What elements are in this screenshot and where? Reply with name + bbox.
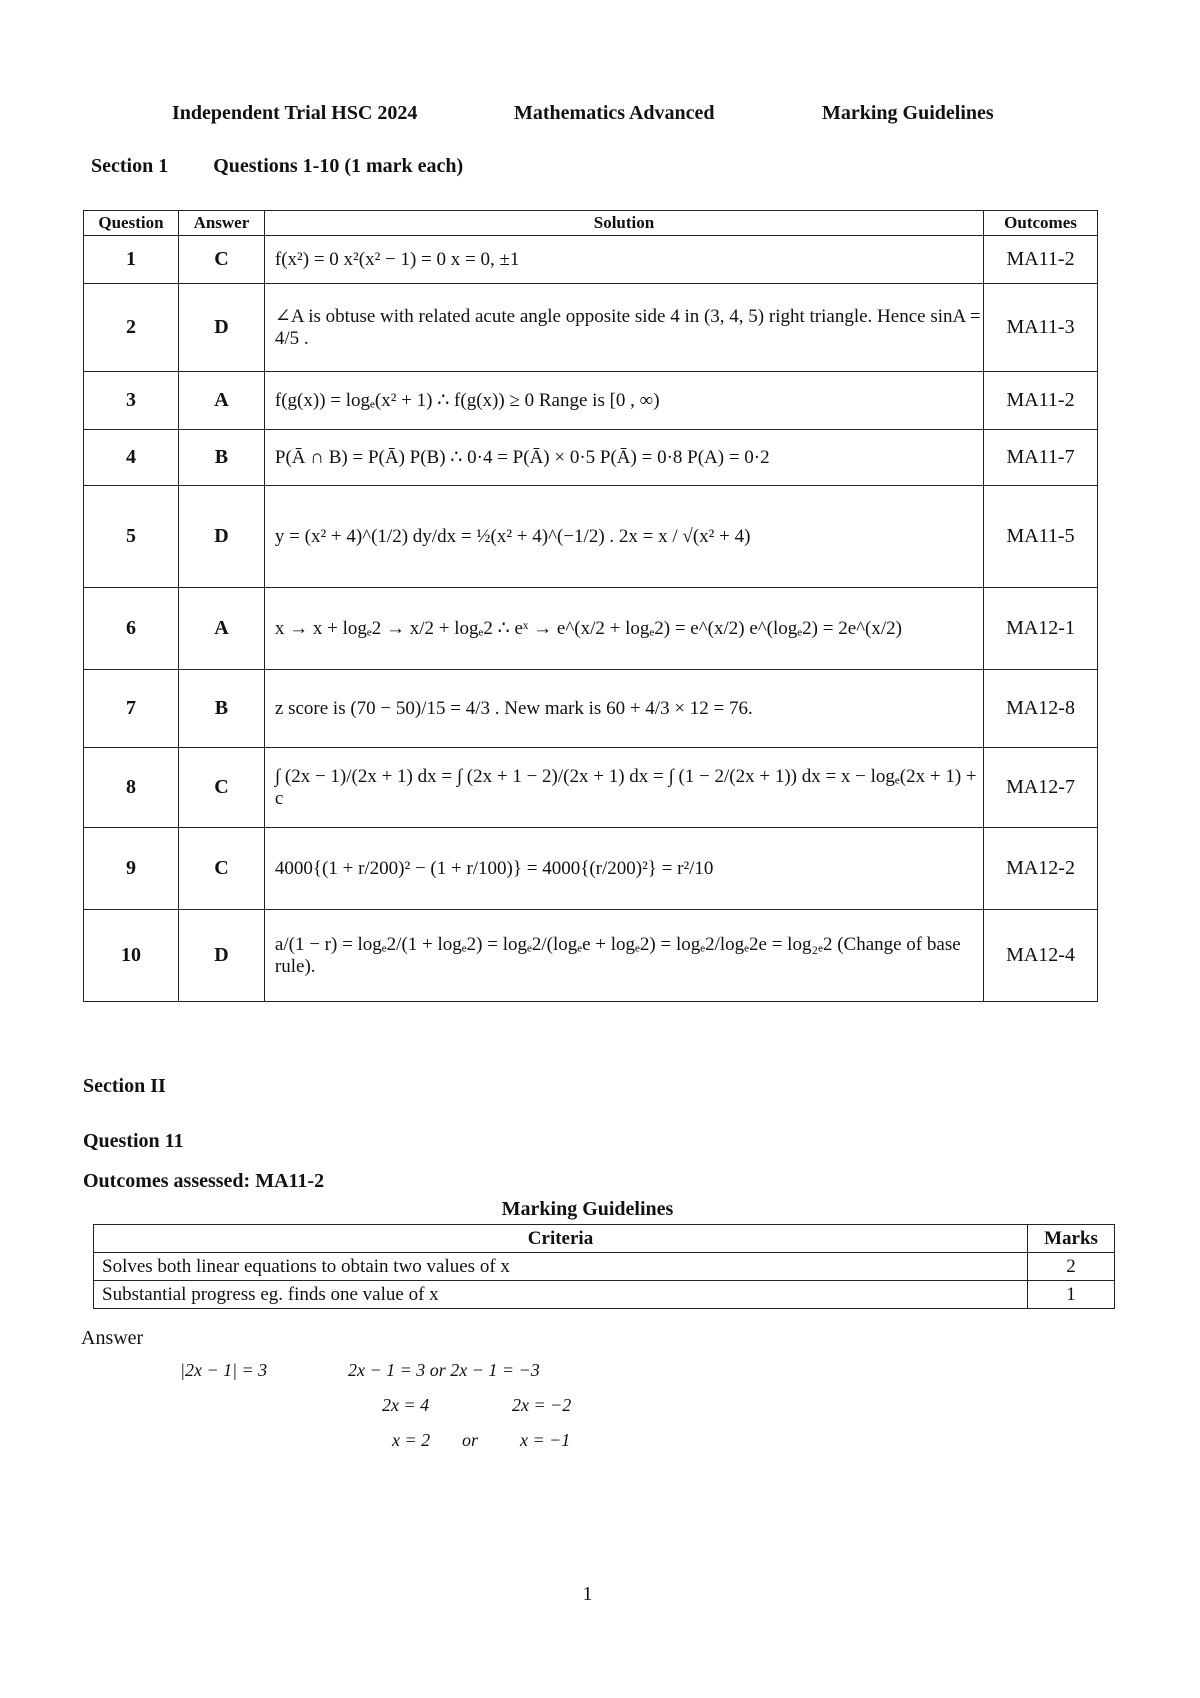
working-line-3b: x = −1 [520, 1430, 571, 1450]
question-number: 10 [84, 910, 179, 1002]
working-line-1a: |2x − 1| = 3 [180, 1360, 268, 1380]
outcome-code: MA11-7 [984, 430, 1098, 486]
working-line-2b: 2x = −2 [512, 1395, 572, 1415]
outcome-code: MA11-2 [984, 372, 1098, 430]
outcome-code: MA12-7 [984, 748, 1098, 828]
question-number: 8 [84, 748, 179, 828]
marks-header: Marks [1028, 1225, 1115, 1253]
criteria-marks: 2 [1028, 1253, 1115, 1281]
answer-letter: B [178, 430, 264, 486]
question-number: 9 [84, 828, 179, 910]
solution-cell: ∫ (2x − 1)/(2x + 1) dx = ∫ (2x + 1 − 2)/(2x + 1) dx = ∫ (1 − 2/(2x + 1)) dx = x − logₑ(2x + 1) + c [264, 748, 983, 828]
table-row [84, 828, 1098, 910]
table-row [84, 284, 1098, 372]
answer-letter: D [178, 284, 264, 372]
header-left: Independent Trial HSC 2024 [172, 102, 418, 124]
working-line-3a: x = 2 [392, 1430, 431, 1450]
outcomes-assessed: Outcomes assessed: MA11-2 [83, 1170, 325, 1192]
outcome-code: MA12-1 [984, 588, 1098, 670]
working-line-3-or: or [462, 1430, 479, 1450]
question-number: 4 [84, 430, 179, 486]
criteria-text: Substantial progress eg. finds one value of x [94, 1281, 1028, 1309]
solution-cell: f(g(x)) = logₑ(x² + 1) ∴ f(g(x)) ≥ 0 Range is [0 , ∞) [264, 372, 983, 430]
question-number: 5 [84, 486, 179, 588]
question-number: 7 [84, 670, 179, 748]
question-number: 1 [84, 236, 179, 284]
table-row [84, 372, 1098, 430]
answer-letter: A [178, 372, 264, 430]
answer-letter: D [178, 910, 264, 1002]
page-number: 1 [582, 1583, 593, 1605]
table-row [84, 748, 1098, 828]
outcome-code: MA11-3 [984, 284, 1098, 372]
outcome-code: MA12-8 [984, 670, 1098, 748]
section-1-questions: Questions 1-10 (1 mark each) [213, 155, 464, 177]
outcome-code: MA12-2 [984, 828, 1098, 910]
question-number: 6 [84, 588, 179, 670]
header-answer: Answer [178, 211, 264, 236]
outcome-code: MA11-5 [984, 486, 1098, 588]
question-number: 2 [84, 284, 179, 372]
section-2-label: Section II [83, 1075, 166, 1097]
table-row [94, 1281, 1115, 1309]
table-header-row [84, 211, 1098, 236]
question-11-heading: Question 11 [83, 1130, 184, 1152]
table-row [94, 1253, 1115, 1281]
solution-cell: a/(1 − r) = logₑ2/(1 + logₑ2) = logₑ2/(logₑe + logₑ2) = logₑ2/logₑ2e = log₂ₑ2 (Change of base rule). [264, 910, 983, 1002]
answer-label: Answer [81, 1327, 144, 1349]
solution-cell: y = (x² + 4)^(1/2) dy/dx = ½(x² + 4)^(−1/2) . 2x = x / √(x² + 4) [264, 486, 983, 588]
header-right: Marking Guidelines [822, 102, 994, 124]
table-row [84, 486, 1098, 588]
section-1-label: Section 1 [91, 155, 169, 177]
table-row [84, 236, 1098, 284]
solution-cell: P(Ā ∩ B) = P(Ā) P(B) ∴ 0·4 = P(Ā) × 0·5 P(Ā) = 0·8 P(A) = 0·2 [264, 430, 983, 486]
criteria-text: Solves both linear equations to obtain two values of x [94, 1253, 1028, 1281]
question-number: 3 [84, 372, 179, 430]
multiple-choice-table [83, 210, 1098, 1002]
table-row [84, 588, 1098, 670]
solution-cell: ∠A is obtuse with related acute angle opposite side 4 in (3, 4, 5) right triangle. Hence sinA = 4/5 . [264, 284, 983, 372]
answer-letter: B [178, 670, 264, 748]
answer-letter: C [178, 236, 264, 284]
page-header [0, 102, 1200, 132]
solution-cell: x → x + logₑ2 → x/2 + logₑ2 ∴ eˣ → e^(x/2 + logₑ2) = e^(x/2) e^(logₑ2) = 2e^(x/2) [264, 588, 983, 670]
table-row [84, 670, 1098, 748]
header-question: Question [84, 211, 179, 236]
answer-letter: C [178, 748, 264, 828]
table-row [84, 910, 1098, 1002]
outcome-code: MA11-2 [984, 236, 1098, 284]
working-line-1b: 2x − 1 = 3 or 2x − 1 = −3 [348, 1360, 540, 1380]
solution-cell: z score is (70 − 50)/15 = 4/3 . New mark is 60 + 4/3 × 12 = 76. [264, 670, 983, 748]
header-solution: Solution [264, 211, 983, 236]
header-outcomes: Outcomes [984, 211, 1098, 236]
section-1-heading [91, 155, 463, 178]
solution-cell: 4000{(1 + r/200)² − (1 + r/100)} = 4000{(r/200)²} = r²/10 [264, 828, 983, 910]
header-center: Mathematics Advanced [514, 102, 715, 124]
criteria-table [93, 1224, 1115, 1309]
criteria-header: Criteria [94, 1225, 1028, 1253]
table-row [84, 430, 1098, 486]
working-line-2a: 2x = 4 [382, 1395, 430, 1415]
outcome-code: MA12-4 [984, 910, 1098, 1002]
answer-letter: D [178, 486, 264, 588]
answer-letter: A [178, 588, 264, 670]
criteria-marks: 1 [1028, 1281, 1115, 1309]
criteria-header-row [94, 1225, 1115, 1253]
solution-cell: f(x²) = 0 x²(x² − 1) = 0 x = 0, ±1 [264, 236, 983, 284]
answer-letter: C [178, 828, 264, 910]
marking-guidelines-title: Marking Guidelines [501, 1198, 674, 1220]
